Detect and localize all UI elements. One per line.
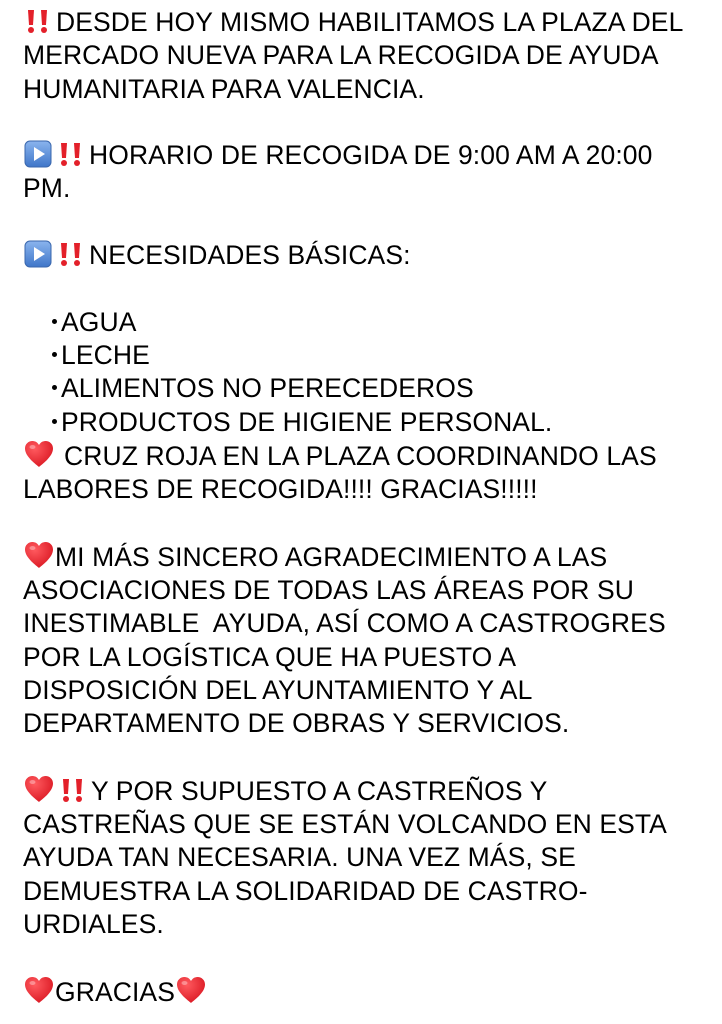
thanks-associations-line-1 xyxy=(23,540,713,574)
spacer xyxy=(23,941,713,974)
thanks-citizens-line-2: CASTREÑAS QUE SE ESTÁN VOLCANDO EN ESTA xyxy=(23,809,667,840)
closing-line xyxy=(23,975,713,1009)
red-cross-line-1 xyxy=(23,439,713,473)
announcement-paragraph xyxy=(23,6,713,106)
announcement-line-2: MERCADO NUEVA PARA LA RECOGIDA DE AYUDA xyxy=(23,40,659,71)
play-button-icon xyxy=(23,240,53,268)
thanks-associations-line-3: INESTIMABLE AYUDA, ASÍ COMO A CASTROGRES xyxy=(23,608,666,639)
list-item-label: LECHE xyxy=(61,339,150,370)
thanks-citizens-line-4: DEMUESTRA LA SOLIDARIDAD DE CASTRO- xyxy=(23,875,588,906)
spacer xyxy=(23,206,713,239)
announcement-line-3: HUMANITARIA PARA VALENCIA. xyxy=(23,73,425,104)
thanks-citizens-line-1 xyxy=(23,774,713,808)
double-exclamation-icon xyxy=(56,240,86,268)
schedule-line-1 xyxy=(23,139,713,172)
list-item-label: ALIMENTOS NO PERECEDEROS xyxy=(61,373,474,404)
list-item xyxy=(52,339,713,372)
list-item xyxy=(52,306,713,339)
needs-list xyxy=(23,306,713,439)
bullet-dot xyxy=(52,419,57,424)
spacer xyxy=(23,741,713,774)
list-item xyxy=(52,372,713,405)
double-exclamation-icon xyxy=(56,140,86,168)
announcement-line-1 xyxy=(23,6,713,39)
spacer xyxy=(23,106,713,139)
closing-paragraph xyxy=(23,975,713,1009)
spacer xyxy=(23,506,713,539)
thanks-associations-line-6: DEPARTAMENTO DE OBRAS Y SERVICIOS. xyxy=(23,708,570,739)
thanks-citizens-text-1: Y POR SUPUESTO A CASTREÑOS Y xyxy=(91,775,548,806)
heart-icon xyxy=(23,975,55,1005)
announcement-text-1: DESDE HOY MISMO HABILITAMOS LA PLAZA DEL xyxy=(56,7,684,37)
red-cross-paragraph xyxy=(23,439,713,507)
heart-icon xyxy=(23,439,55,469)
thanks-associations-text-1: MI MÁS SINCERO AGRADECIMIENTO A LAS xyxy=(55,541,608,572)
heart-icon xyxy=(23,774,55,804)
thanks-associations-line-5: DISPOSICIÓN DEL AYUNTAMIENTO Y AL xyxy=(23,674,533,705)
list-item xyxy=(52,406,713,439)
schedule-paragraph xyxy=(23,139,713,206)
spacer xyxy=(23,272,713,305)
double-exclamation-icon xyxy=(23,7,53,35)
bullet-dot xyxy=(52,319,57,324)
schedule-line-2: PM. xyxy=(23,173,71,204)
closing-text: GRACIAS xyxy=(55,976,175,1007)
thanks-citizens-line-3: AYUDA TAN NECESARIA. UNA VEZ MÁS, SE xyxy=(23,842,576,873)
red-cross-text-1: CRUZ ROJA EN LA PLAZA COORDINANDO LAS xyxy=(64,440,657,471)
heart-icon xyxy=(23,540,55,570)
needs-paragraph xyxy=(23,239,713,272)
post-body xyxy=(23,6,713,1009)
bullet-dot xyxy=(52,385,57,390)
play-button-icon xyxy=(23,140,53,168)
bullet-dot xyxy=(52,352,57,357)
list-item-label: PRODUCTOS DE HIGIENE PERSONAL. xyxy=(61,406,553,437)
needs-heading: NECESIDADES BÁSICAS: xyxy=(89,240,411,271)
thanks-associations-line-4: POR LA LOGÍSTICA QUE HA PUESTO A xyxy=(23,641,517,672)
red-cross-line-2: LABORES DE RECOGIDA!!!! GRACIAS!!!!! xyxy=(23,474,538,505)
needs-heading-line xyxy=(23,239,713,272)
thanks-associations-line-2: ASOCIACIONES DE TODAS LAS ÁREAS POR SU xyxy=(23,575,635,606)
double-exclamation-icon xyxy=(58,776,88,804)
thanks-associations-paragraph xyxy=(23,540,713,741)
schedule-text-1: HORARIO DE RECOGIDA DE 9:00 AM A 20:00 xyxy=(89,140,653,171)
list-item-label: AGUA xyxy=(61,306,137,337)
thanks-citizens-paragraph xyxy=(23,774,713,941)
thanks-citizens-line-5: URDIALES. xyxy=(23,909,164,940)
heart-icon xyxy=(175,975,207,1005)
